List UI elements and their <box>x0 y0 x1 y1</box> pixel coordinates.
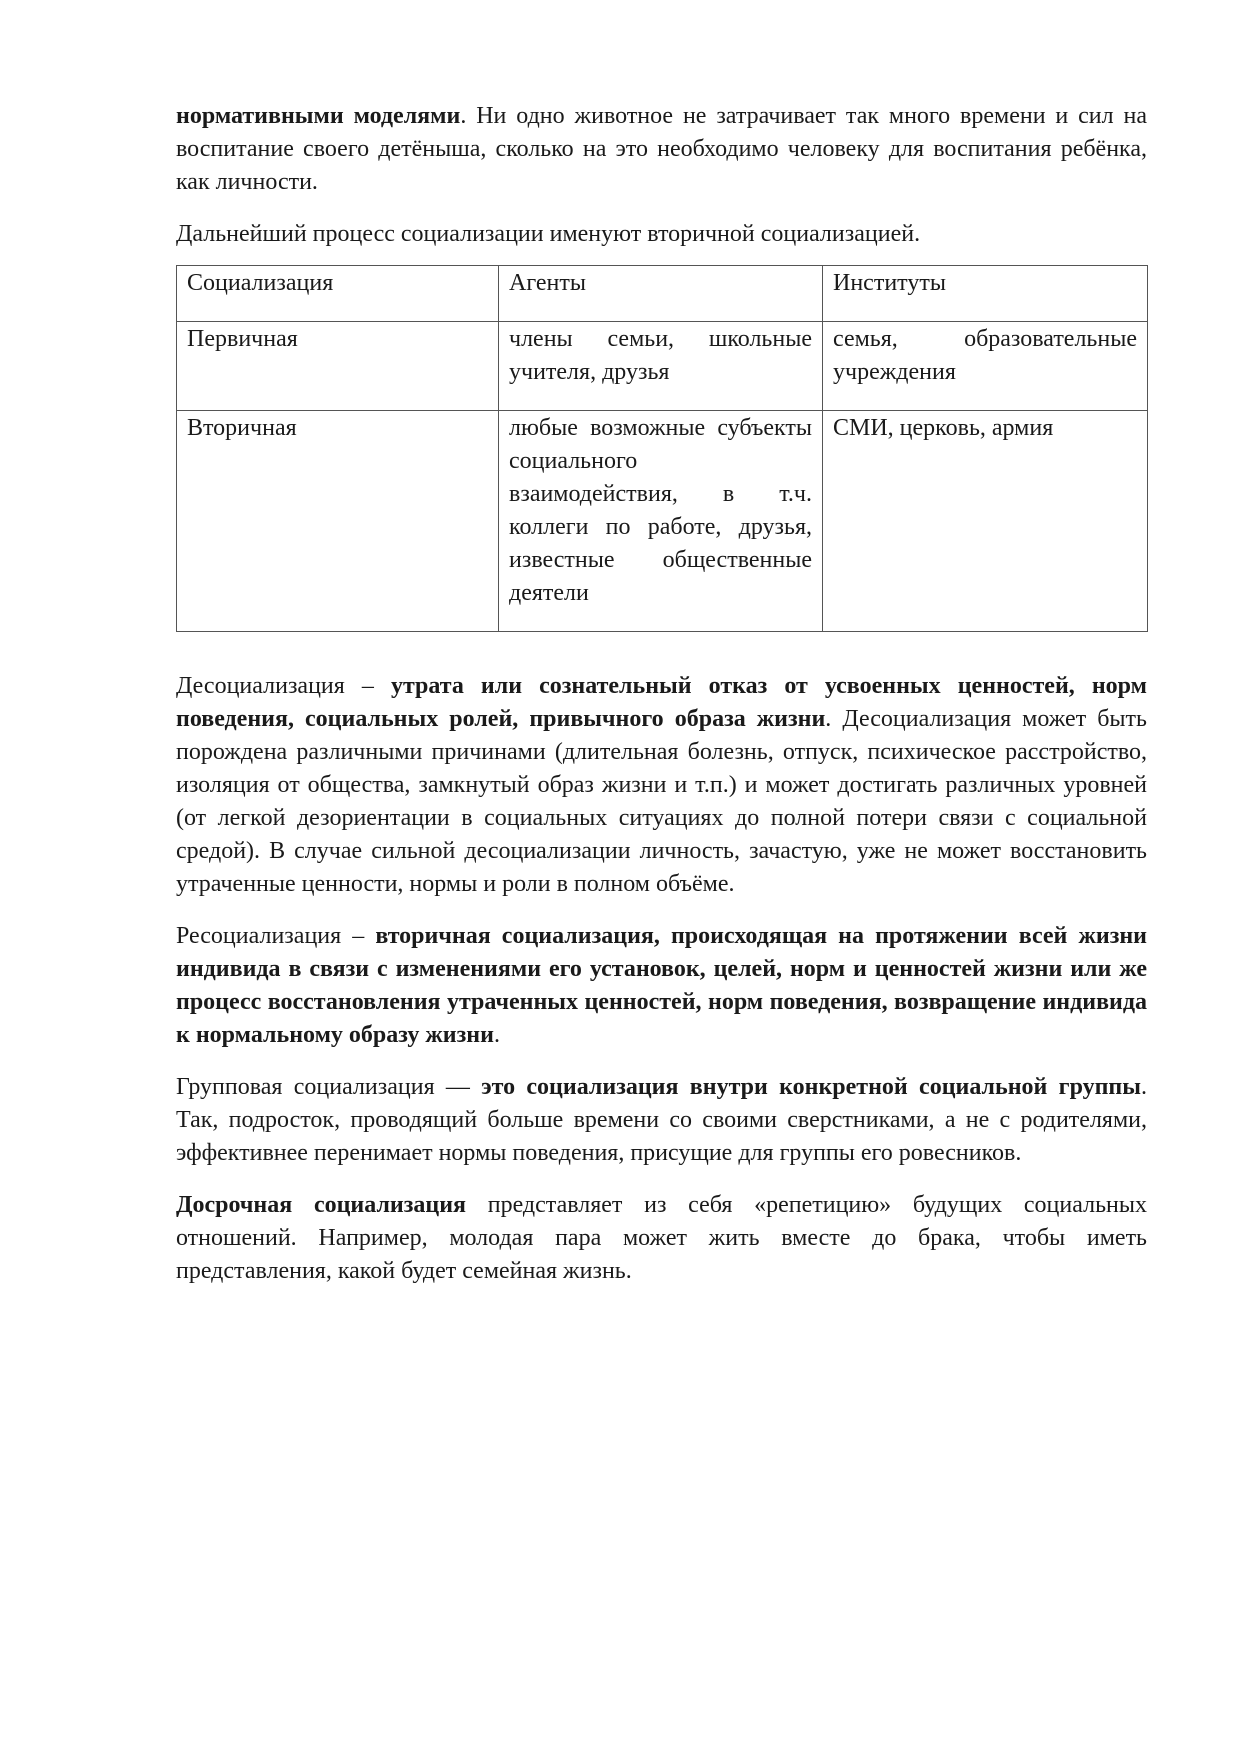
desocialization-paragraph <box>176 670 1147 901</box>
row-institutes-cell: семья, образовательные учреждения <box>823 322 1148 411</box>
early-socialization-paragraph <box>176 1189 1147 1288</box>
table-row <box>177 322 1148 411</box>
resocialization-term: Ресоциализация – <box>176 923 376 949</box>
resocialization-paragraph <box>176 920 1147 1052</box>
table-header-row <box>177 266 1148 322</box>
desocialization-term: Десоциализация – <box>176 673 391 699</box>
row-type-cell: Первичная <box>177 322 499 411</box>
group-socialization-text: . Так, подросток, проводящий больше времени со своими сверстниками, а не с родителями, эффективнее перенимает нормы поведения, присущие для группы его ровесников. <box>176 1074 1147 1166</box>
header-institutes: Институты <box>823 266 1148 322</box>
group-socialization-paragraph <box>176 1071 1147 1170</box>
early-socialization-term: Досрочная социализация <box>176 1192 467 1218</box>
intro-text: . Ни одно животное не затрачивает так много времени и сил на воспитание своего детёныша, сколько на это необходимо человеку для воспитания ребёнка, как личности. <box>176 103 1148 195</box>
document-page <box>176 100 1147 1307</box>
group-socialization-definition: это социализация внутри конкретной социальной группы <box>481 1074 1141 1100</box>
table-row <box>177 411 1148 632</box>
intro-paragraph <box>176 100 1147 199</box>
socialization-table <box>176 265 1148 632</box>
resocialization-text: . <box>493 1022 500 1048</box>
early-socialization-text: представляет из себя «репетицию» будущих социальных отношений. Например, молодая пара может жить вместе до брака, чтобы иметь представления, какой будет семейная жизнь. <box>176 1192 1147 1284</box>
secondary-intro-paragraph: Дальнейший процесс социализации именуют вторичной социализацией. <box>176 221 921 247</box>
resocialization-definition: вторичная социализация, происходящая на протяжении всей жизни индивида в связи с изменениями его установок, целей, норм и ценностей жизни или же процесс восстановления утраченных ценностей, норм поведения, возвращение индивида к нормальному образу жизни <box>176 923 1147 1048</box>
row-institutes-cell: СМИ, церковь, армия <box>823 411 1148 632</box>
group-socialization-term: Групповая социализация — <box>176 1074 482 1100</box>
row-agents-cell: любые возможные субъекты социального взаимодействия, в т.ч. коллеги по работе, друзья, известные общественные деятели <box>499 411 823 632</box>
intro-bold-lead: нормативными моделями <box>176 103 461 129</box>
desocialization-text: . Десоциализация может быть порождена различными причинами (длительная болезнь, отпуск, психическое расстройство, изоляция от общества, замкнутый образ жизни и т.п.) и может достигать различных уровней (от легкой дезориентации в социальных ситуациях до полной потери связи с социальной средой). В случае сильной десоциализации личность, зачастую, уже не может восстановить утраченные ценности, нормы и роли в полном объёме. <box>176 706 1147 897</box>
header-socialization: Социализация <box>177 266 499 322</box>
row-type-cell: Вторичная <box>177 411 499 632</box>
header-agents: Агенты <box>499 266 823 322</box>
row-agents-cell: члены семьи, школьные учителя, друзья <box>499 322 823 411</box>
desocialization-definition: утрата или сознательный отказ от усвоенных ценностей, норм поведения, социальных ролей, привычного образа жизни <box>176 673 1148 732</box>
